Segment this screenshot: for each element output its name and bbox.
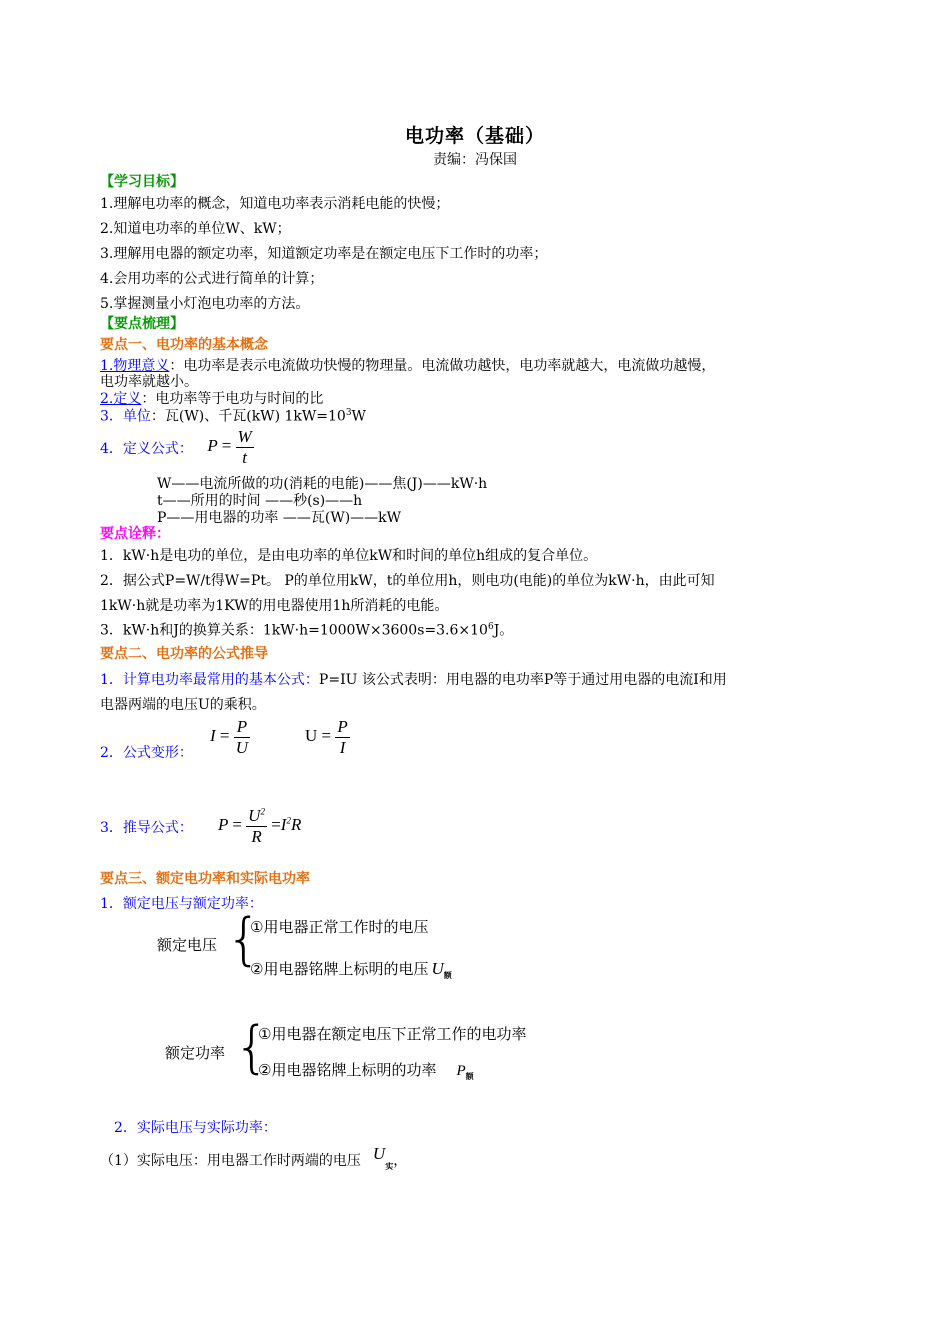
f3-numerator: U — [248, 806, 261, 825]
note-item-cont: 1kW·h就是功率为1KW的用电器使用1h所消耗的电能。 — [100, 598, 449, 614]
definition-formula-label: 4．定义公式： — [100, 441, 193, 457]
notes-heading: 要点诠释： — [100, 526, 170, 542]
basic-formula-label: 1．计算电功率最常用的基本公式： — [100, 672, 319, 688]
physical-meaning-label: 1.物理意义 — [100, 358, 170, 374]
point3-heading: 要点三、额定电功率和实际电功率 — [100, 871, 310, 887]
f1-lhs: I — [210, 725, 216, 745]
brace-icon: { — [234, 1015, 270, 1080]
f3-fraction — [246, 806, 267, 846]
point1-item1-cont: 电功率就越小。 — [100, 374, 198, 390]
f1-numerator: P — [234, 717, 250, 738]
f2-denominator: I — [339, 737, 346, 757]
rated-power-label: 额定功率 — [165, 1044, 226, 1062]
derived-formula-label: 3．推导公式： — [100, 820, 193, 836]
goal-item: 3.理解用电器的额定功率，知道额定功率是在额定电压下工作时的功率； — [100, 246, 548, 262]
derived-formula — [218, 806, 301, 846]
point1-item2 — [100, 391, 323, 408]
goal-item: 1.理解电功率的概念，知道电功率表示消耗电能的快慢； — [100, 196, 450, 212]
f3-eq2: = — [271, 814, 281, 834]
formula-variant-voltage — [305, 717, 350, 757]
f1-fraction — [234, 717, 250, 757]
goal-item: 4.会用功率的公式进行简单的计算； — [100, 271, 324, 287]
point2-heading: 要点二、电功率的公式推导 — [100, 646, 268, 662]
unit-symbol: W — [351, 408, 366, 425]
brace-icon: { — [226, 907, 262, 972]
f3-rhs: I — [280, 814, 287, 834]
note-item: 2．据公式P=W/t得W=Pt。 P的单位用kW，t的单位用h，则电功(电能)的单位为kW·h，由此可知 — [100, 573, 715, 589]
actual-voltage-line — [100, 1144, 408, 1171]
definition-line: W——电流所做的功(消耗的电能)——焦(J)——kW·h — [157, 476, 488, 492]
actual-label: 2．实际电压与实际功率： — [114, 1120, 277, 1136]
f2-fraction — [335, 717, 349, 757]
unit-exponent: 3 — [345, 408, 352, 418]
goal-item: 5.掌握测量小灯泡电功率的方法。 — [100, 296, 310, 312]
rated-power-line1: ①用电器在额定电压下正常工作的电功率 — [258, 1025, 527, 1043]
rated-power-line2 — [258, 1061, 474, 1082]
physical-meaning-text: ：电功率是表示电流做功快慢的物理量。电流做功越快，电功率就越大，电流做功越慢， — [169, 358, 716, 374]
goal-item: 2.知道电功率的单位W、kW； — [100, 221, 291, 237]
point1-heading: 要点一、电功率的基本概念 — [100, 337, 268, 353]
rated-voltage-symbol-sub: 额 — [443, 971, 452, 980]
rated-power-line2-text: ②用电器铭牌上标明的功率 — [258, 1061, 437, 1079]
point2-item1-cont: 电器两端的电压U的乘积。 — [100, 697, 266, 713]
f1-denominator: U — [235, 737, 249, 757]
actual-voltage-tail: ， — [393, 1153, 408, 1169]
actual-voltage-symbol: U — [372, 1144, 386, 1163]
rated-power-symbol: P — [456, 1063, 466, 1079]
note3-exponent: 6 — [487, 622, 494, 632]
actual-voltage-text: （1）实际电压：用电器工作时两端的电压 — [100, 1153, 361, 1169]
point1-item4 — [100, 427, 254, 467]
formula-eq: = — [221, 435, 232, 455]
formula-denominator: t — [242, 447, 247, 467]
rated-voltage-symbol: U — [431, 959, 444, 978]
rated-voltage-line2-text: ②用电器铭牌上标明的电压 — [250, 960, 429, 978]
f2-numerator: P — [337, 717, 348, 736]
f3-numerator-exp: 2 — [260, 806, 265, 817]
f3-eq: = — [232, 814, 242, 834]
definition-label: 2.定义 — [100, 391, 142, 407]
note-item: 1．kW·h是电功的单位，是由电功率的单位kW和时间的单位h组成的复合单位。 — [100, 548, 598, 564]
point1-item1 — [100, 358, 715, 375]
review-heading: 【要点梳理】 — [100, 316, 184, 332]
basic-formula-text: P=IU 该公式表明：用电器的电功率P等于通过用电器的电流I和用 — [318, 672, 727, 688]
rated-voltage-line1: ①用电器正常工作时的电压 — [250, 918, 429, 936]
f1-eq: = — [219, 725, 230, 745]
formula-variant-current — [210, 717, 250, 757]
f3-lhs: P — [218, 814, 229, 834]
definition-formula — [207, 427, 253, 467]
editor-line: 责编：冯保国 — [433, 152, 517, 168]
f2-lhs: U — [305, 725, 318, 745]
note3-end: J。 — [493, 622, 514, 639]
goals-heading: 【学习目标】 — [100, 174, 184, 190]
formula-lhs: P — [207, 435, 218, 455]
formula-fraction — [236, 427, 254, 467]
unit-text: ：瓦(W)、千瓦(kW) 1kW=10 — [150, 408, 346, 425]
unit-label: 3．单位 — [100, 408, 151, 425]
page-title: 电功率（基础） — [404, 125, 545, 147]
definition-line: P——用电器的功率 ——瓦(W)——kW — [157, 510, 402, 526]
definition-text: ：电功率等于电功与时间的比 — [141, 391, 324, 407]
actual-voltage-symbol-sub: 实 — [385, 1160, 394, 1171]
point2-item1 — [100, 672, 727, 689]
definition-line: t——所用的时间 ——秒(s)——h — [157, 493, 363, 509]
rated-voltage-line2 — [250, 959, 452, 981]
note3-text: 3．kW·h和J的换算关系：1kW·h=1000W×3600s=3.6×10 — [100, 622, 488, 639]
rated-label: 1．额定电压与额定功率： — [100, 896, 263, 912]
f2-eq: = — [321, 725, 332, 745]
point1-item3 — [100, 408, 366, 425]
formula-variants-label: 2．公式变形： — [100, 745, 193, 761]
f3-denominator: R — [251, 826, 262, 846]
f3-rhs-end: R — [290, 814, 302, 834]
rated-voltage-label: 额定电压 — [157, 936, 218, 954]
f3-rhs-exp: 2 — [286, 815, 291, 826]
rated-power-symbol-sub: 额 — [465, 1072, 474, 1081]
note-item — [100, 622, 513, 639]
formula-numerator: W — [237, 427, 252, 446]
